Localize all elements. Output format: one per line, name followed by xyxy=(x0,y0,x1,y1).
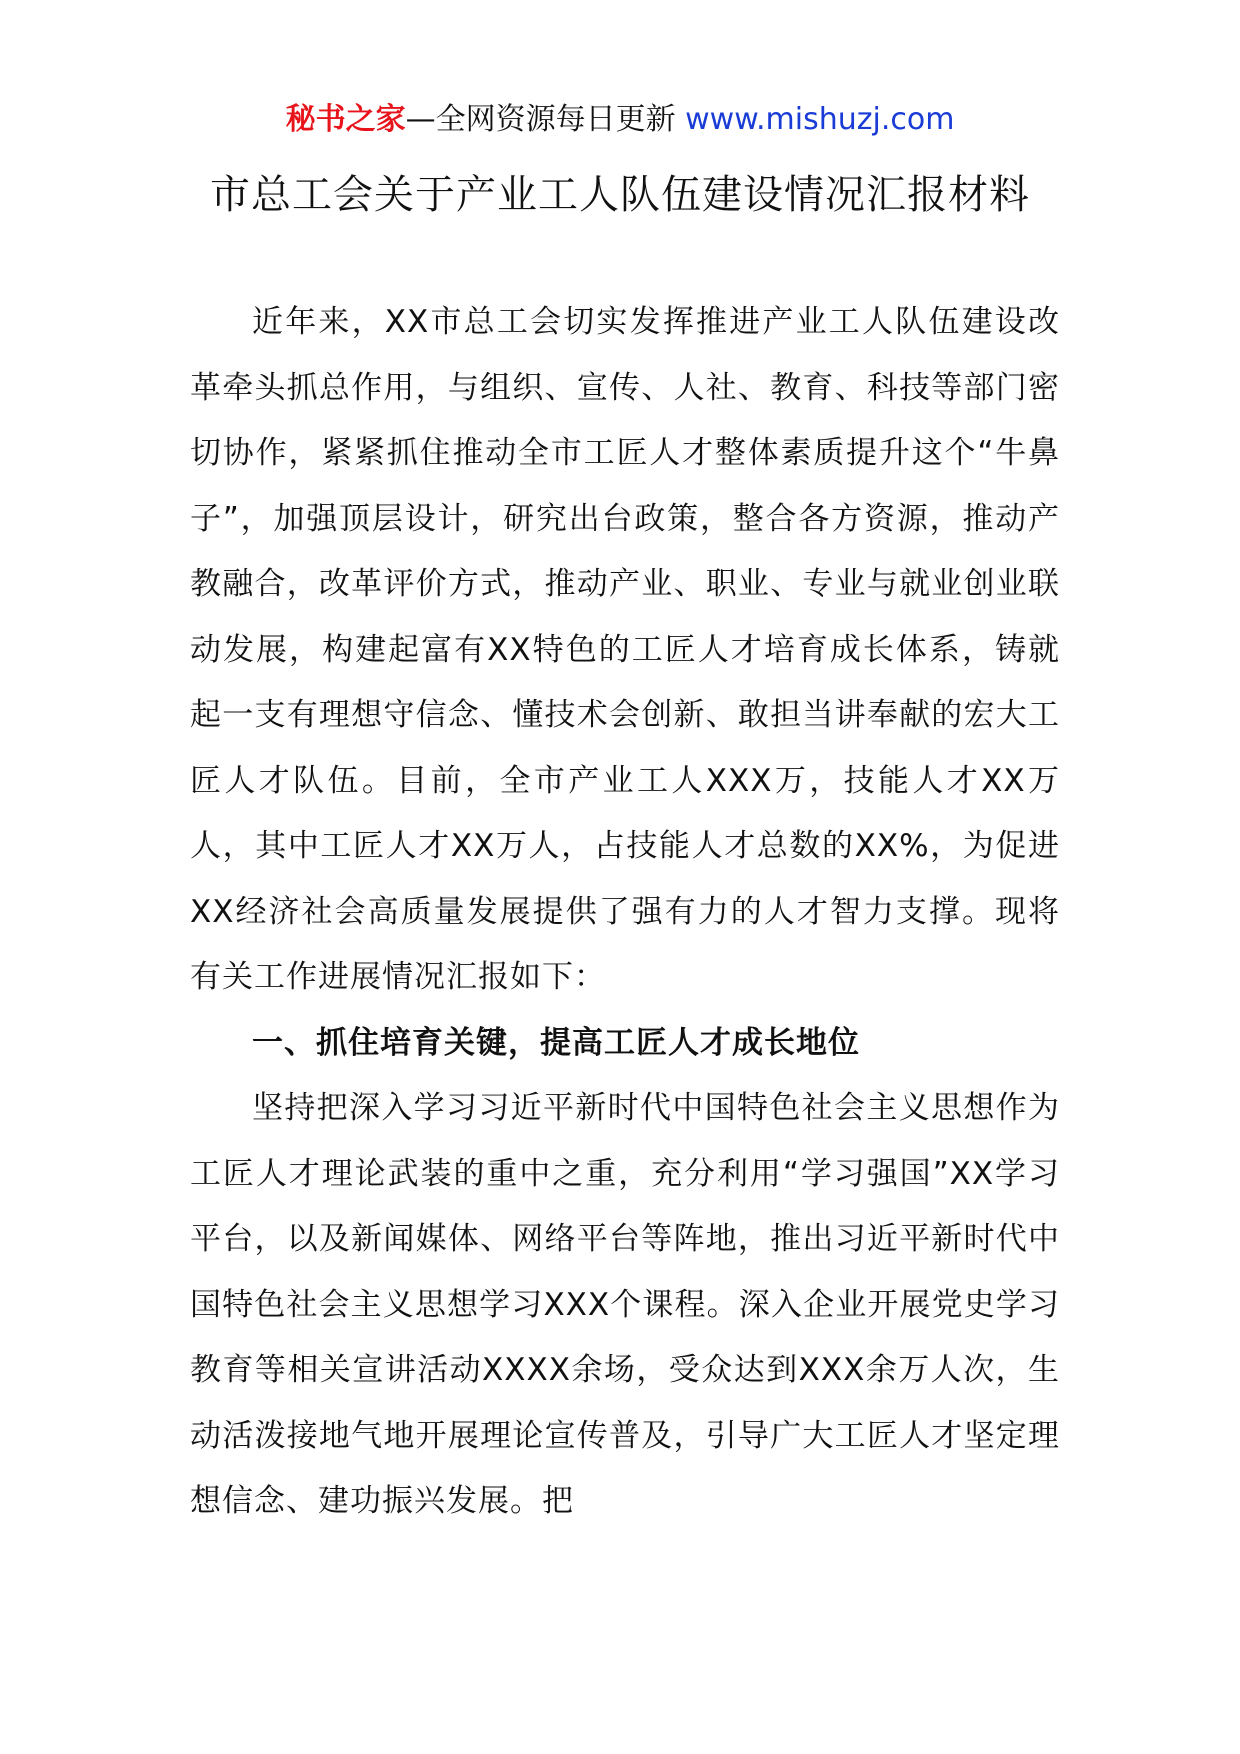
site-header xyxy=(0,100,1240,140)
document-body xyxy=(190,290,1060,1535)
section-heading-1: 一、抓住培育关键，提高工匠人才成长地位 xyxy=(252,1024,860,1061)
document-title: 市总工会关于产业工人队伍建设情况汇报材料 xyxy=(210,172,1030,218)
brand-name: 秘书之家 xyxy=(285,102,406,137)
intro-paragraph: 近年来，XX市总工会切实发挥推进产业工人队伍建设改革牵头抓总作用，与组织、宣传、人社、教育、科技等部门密切协作，紧紧抓住推动全市工匠人才整体素质提升这个“牛鼻子”，加强顶层设计，研究出台政策，整合各方资源，推动产教融合，改革评价方式，推动产业、职业、专业与就业创业联动发展，构建起富有XX特色的工匠人才培育成长体系，铸就起一支有理想守信念、懂技术会创新、敢担当讲奉献的宏大工匠人才队伍。目前，全市产业工人XXX万，技能人才XX万人，其中工匠人才XX万人，占技能人才总数的XX%，为促进XX经济社会高质量发展提供了强有力的人才智力支撑。现将有关工作进展情况汇报如下： xyxy=(190,304,1060,995)
header-tagline: —全网资源每日更新 xyxy=(405,102,676,137)
site-url: www.mishuzj.com xyxy=(685,102,955,137)
section-1-paragraph: 坚持把深入学习习近平新时代中国特色社会主义思想作为工匠人才理论武装的重中之重，充分利用“学习强国”XX学习平台，以及新闻媒体、网络平台等阵地，推出习近平新时代中国特色社会主义思想学习XXX个课程。深入企业开展党史学习教育等相关宣讲活动XXXX余场，受众达到XXX余万人次，生动活泼接地气地开展理论宣传普及，引导广大工匠人才坚定理想信念、建功振兴发展。把 xyxy=(190,1090,1060,1519)
